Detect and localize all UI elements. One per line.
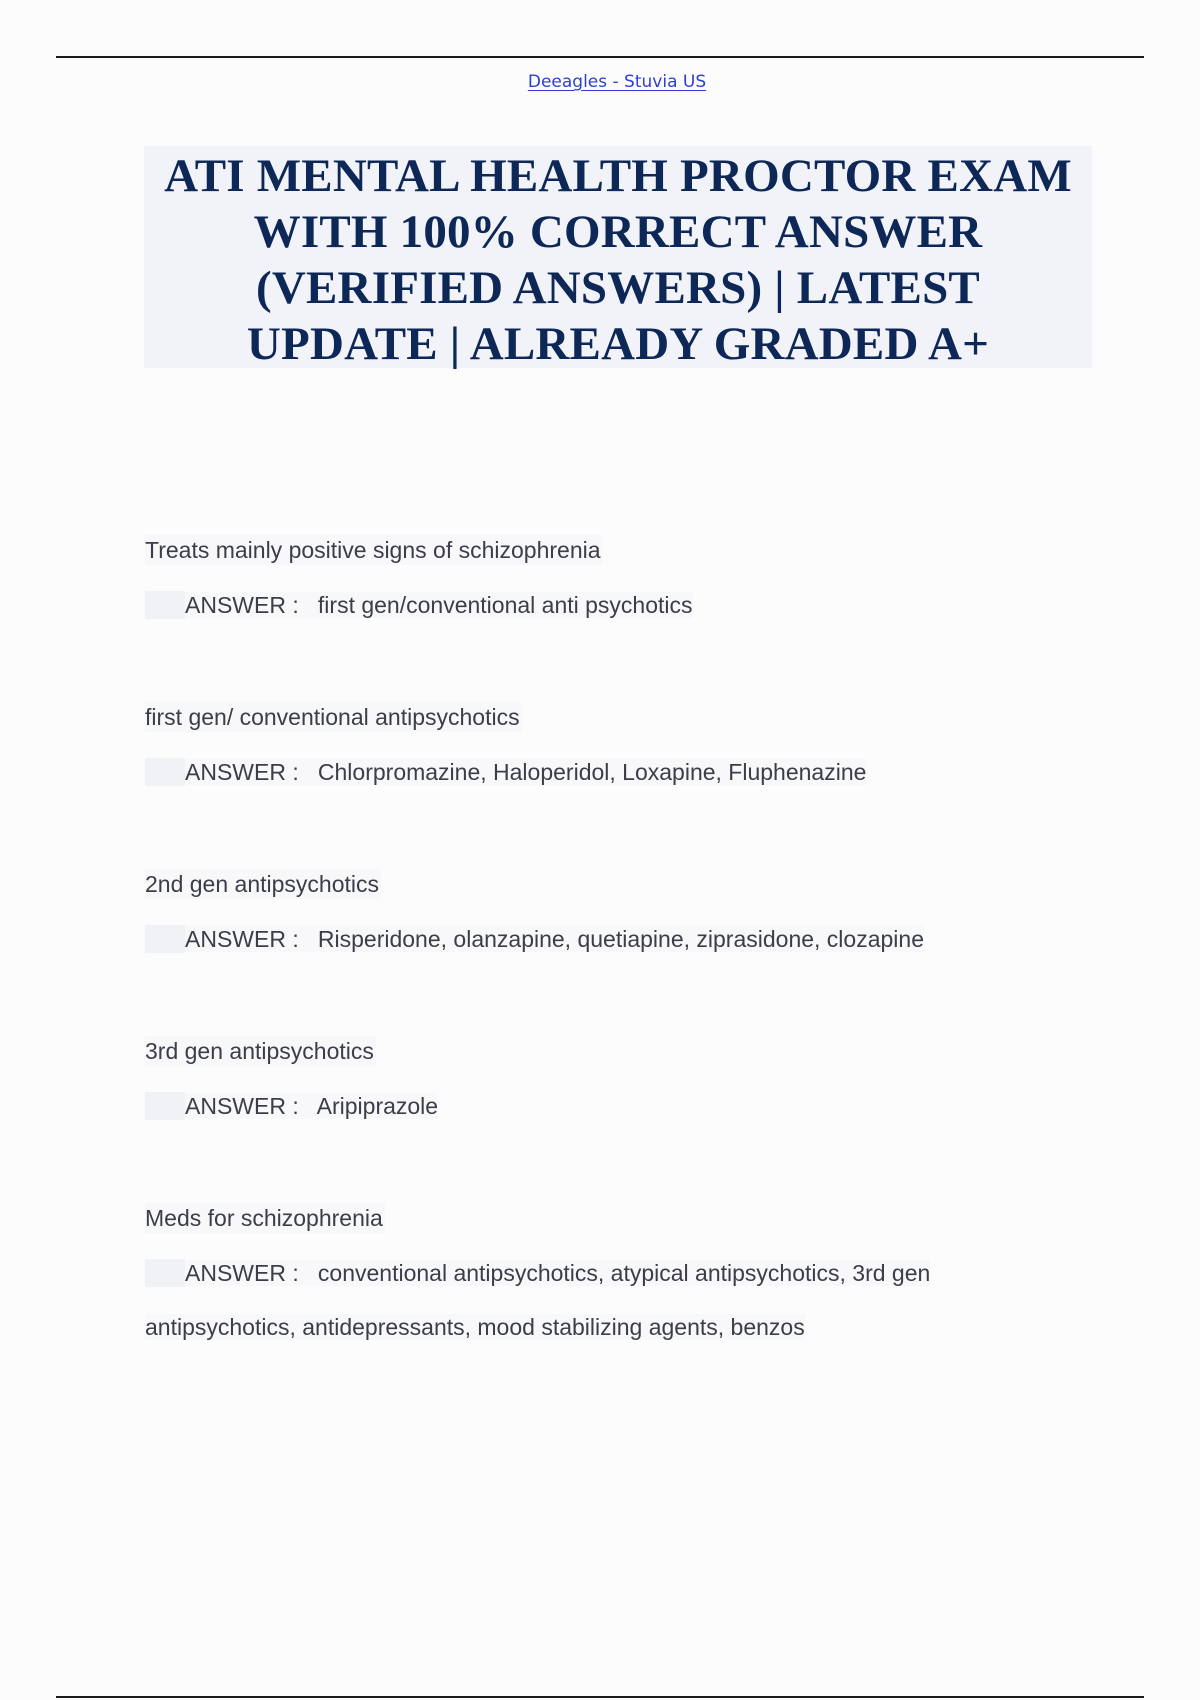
answer-text: conventional antipsychotics, atypical antipsychotics, 3rd gen [317,1260,931,1286]
qa-item [145,869,1145,953]
title-line: (VERIFIED ANSWERS) | LATEST [256,262,980,314]
answer-indent [145,1259,185,1287]
title-line: UPDATE | ALREADY GRADED A+ [246,318,990,370]
answer-indent [145,591,185,619]
answer-continuation [145,1313,1145,1341]
answer-line [145,758,1145,786]
question-text: 3rd gen antipsychotics [145,1038,374,1064]
top-rule [56,56,1144,58]
question-text: 2nd gen antipsychotics [145,871,379,897]
answer-text: Aripiprazole [316,1093,439,1119]
qa-item [145,1203,1145,1341]
answer-text: first gen/conventional anti psychotics [317,592,693,618]
answer-text: Chlorpromazine, Haloperidol, Loxapine, Fluphenazine [317,759,867,785]
qa-item [145,1036,1145,1120]
answer-text: Risperidone, olanzapine, quetiapine, ziprasidone, clozapine [317,926,924,952]
answer-line [145,1259,1145,1287]
answer-text-continued: antipsychotics, antidepressants, mood stabilizing agents, benzos [145,1314,805,1340]
qa-item [145,702,1145,786]
answer-indent [145,758,185,786]
answer-line [145,591,1145,619]
question-text: Treats mainly positive signs of schizophrenia [145,537,601,563]
answer-label: ANSWER : [185,1260,318,1286]
bottom-rule [56,1696,1144,1698]
document-title [144,146,1092,372]
qa-item [145,535,1145,619]
answer-line [145,925,1145,953]
header-source-link[interactable]: Deeagles - Stuvia US [527,72,707,92]
answer-label: ANSWER : [185,926,318,952]
answer-label: ANSWER : [185,592,318,618]
answer-indent [145,1092,185,1120]
title-line: ATI MENTAL HEALTH PROCTOR EXAM [164,150,1072,202]
answer-label: ANSWER : [185,759,318,785]
answer-indent [145,925,185,953]
answer-line [145,1092,1145,1120]
title-line: WITH 100% CORRECT ANSWER [253,206,983,258]
question-text: first gen/ conventional antipsychotics [145,704,520,730]
question-text: Meds for schizophrenia [145,1205,383,1231]
answer-label: ANSWER : [185,1093,317,1119]
